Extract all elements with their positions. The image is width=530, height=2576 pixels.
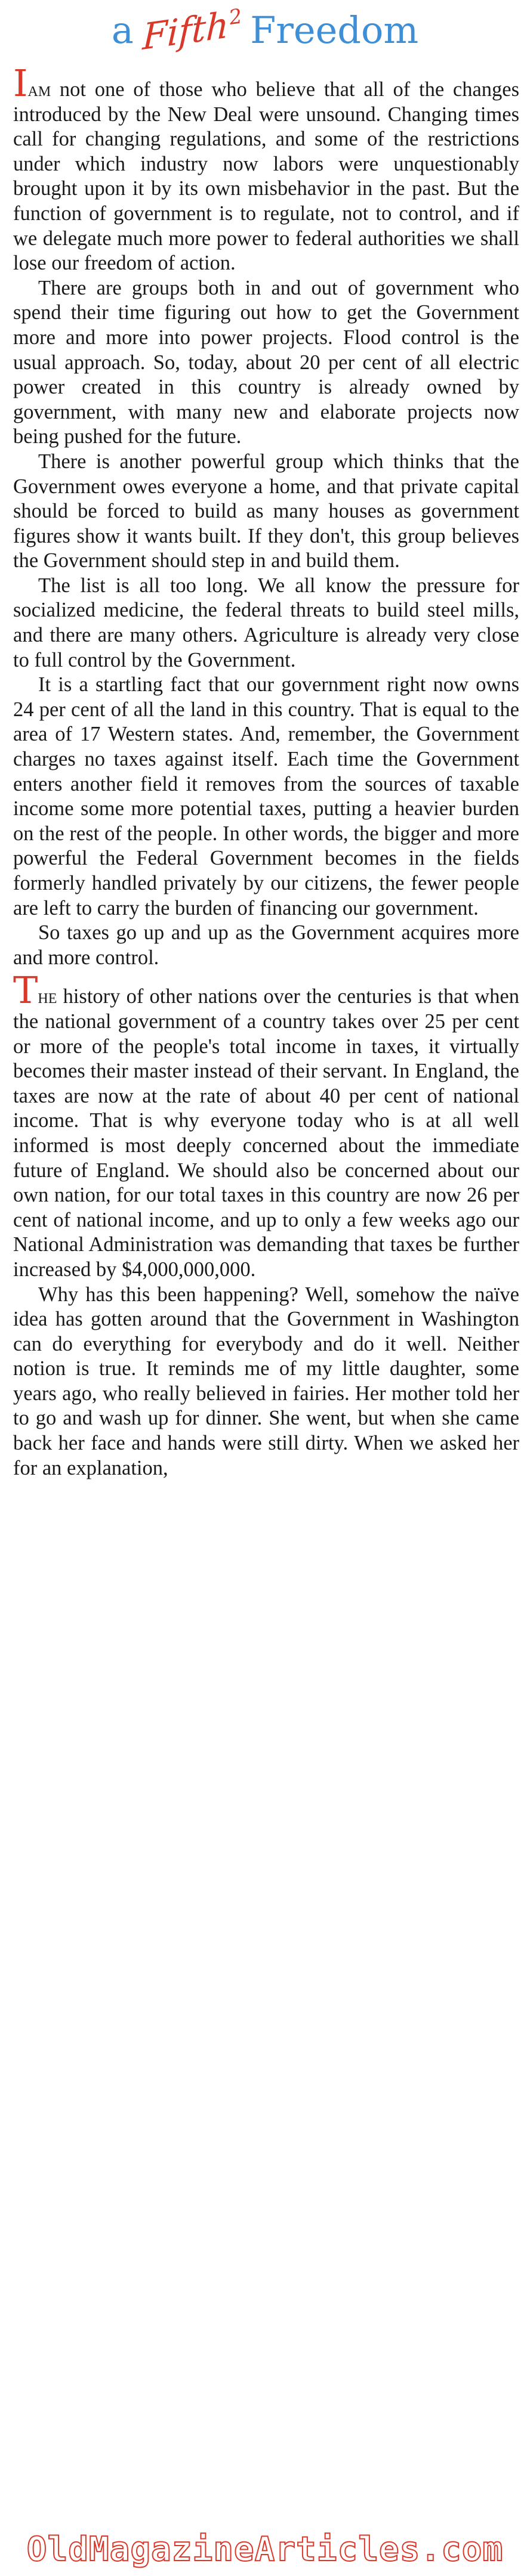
article-title [0, 4, 530, 74]
paragraph-2: There are groups both in and out of government who spend their time figuring out how to get the Government more and more into power projects. Flood control is the usual approach. So, today, about 20 per cent of all electric power created in this country is already owned by government, with many new and elaborate projects now being pushed for the future. [13, 276, 519, 448]
title-word-a: a [111, 8, 134, 52]
section-gap [13, 970, 519, 979]
article-body [13, 61, 519, 1481]
drop-cap-t: T [13, 968, 38, 1013]
title-word-freedom: Freedom [250, 8, 419, 52]
watermark-site-name: OldMagazineArticles.com [26, 2530, 504, 2569]
title-word-fifth [141, 2, 242, 58]
paragraph-8: Why has this been happening? Well, somehow the naïve idea has gotten around that the Government in Washington can do everything for everybody and do it well. Neither notion is true. It reminds me of my little daughter, some years ago, who really believed in fairies. Her mother told her to go and wash up for dinner. She went, but when she came back her face and hands were still dirty. When we asked her for an explanation, [13, 1283, 519, 1479]
paragraph-5: It is a startling fact that our government right now owns 24 per cent of all the land in this country. That is equal to the area of 17 Western states. And, remember, the Government charges no taxes against itself. Each time the Government enters another field it removes from the sources of taxable income some more potential taxes, putting a heavier burden on the rest of the people. In other words, the bigger and more powerful the Federal Government becomes in the fields formerly handled privately by our citizens, the fewer people are left to carry the burden of financing our government. [13, 673, 519, 919]
paragraph-4: The list is all too long. We all know the pressure for socialized medicine, the federal threats to build steel mills, and there are many others. Agriculture is already very close to full control by the Government. [13, 574, 519, 671]
lead-smallcaps: am [27, 78, 51, 101]
drop-cap-i: I [13, 61, 28, 105]
paragraph-7-text: history of other nations over the centuries is that when the national government of a country takes over 25 per cent or more of the people's total income in taxes, it virtually becomes their master instead of their servant. In England, the taxes are now at the rate of about 40 per cent of national income. That is why everyone today who is at all well informed is most deeply concerned about the immediate future of England. We should also be concerned about our own nation, for our total taxes in this country are now 26 per cent of national income, and up to only a few weeks ago our National Administration was demanding that taxes be further increased by $4,000,000,000. [13, 985, 519, 1281]
paragraph-1 [13, 61, 519, 276]
paragraph-1-text: not one of those who believe that all of the changes introduced by the New Deal were unsound. Changing times call for changing regulations, and some of the restrictions under which industry now labors were unquestionably brought upon it by its own misbehavior in the past. But the function of government is to regulate, not to control, and if we delegate much more power to federal authorities we shall lose our freedom of action. [13, 78, 519, 275]
paragraph-7 [13, 968, 519, 1282]
title-fifth-superscript: 2 [228, 4, 242, 30]
section-lead-smallcaps: he [38, 985, 57, 1008]
paragraph-3: There is another powerful group which thinks that the Government owes everyone a home, and that private capital should be forced to build as many houses as government figures show it wants built. If they don't, this group believes the Government should step in and build them. [13, 450, 519, 572]
title-fifth-text: Fifth [141, 4, 230, 58]
paragraph-6: So taxes go up and up as the Government acquires more and more control. [13, 921, 519, 969]
